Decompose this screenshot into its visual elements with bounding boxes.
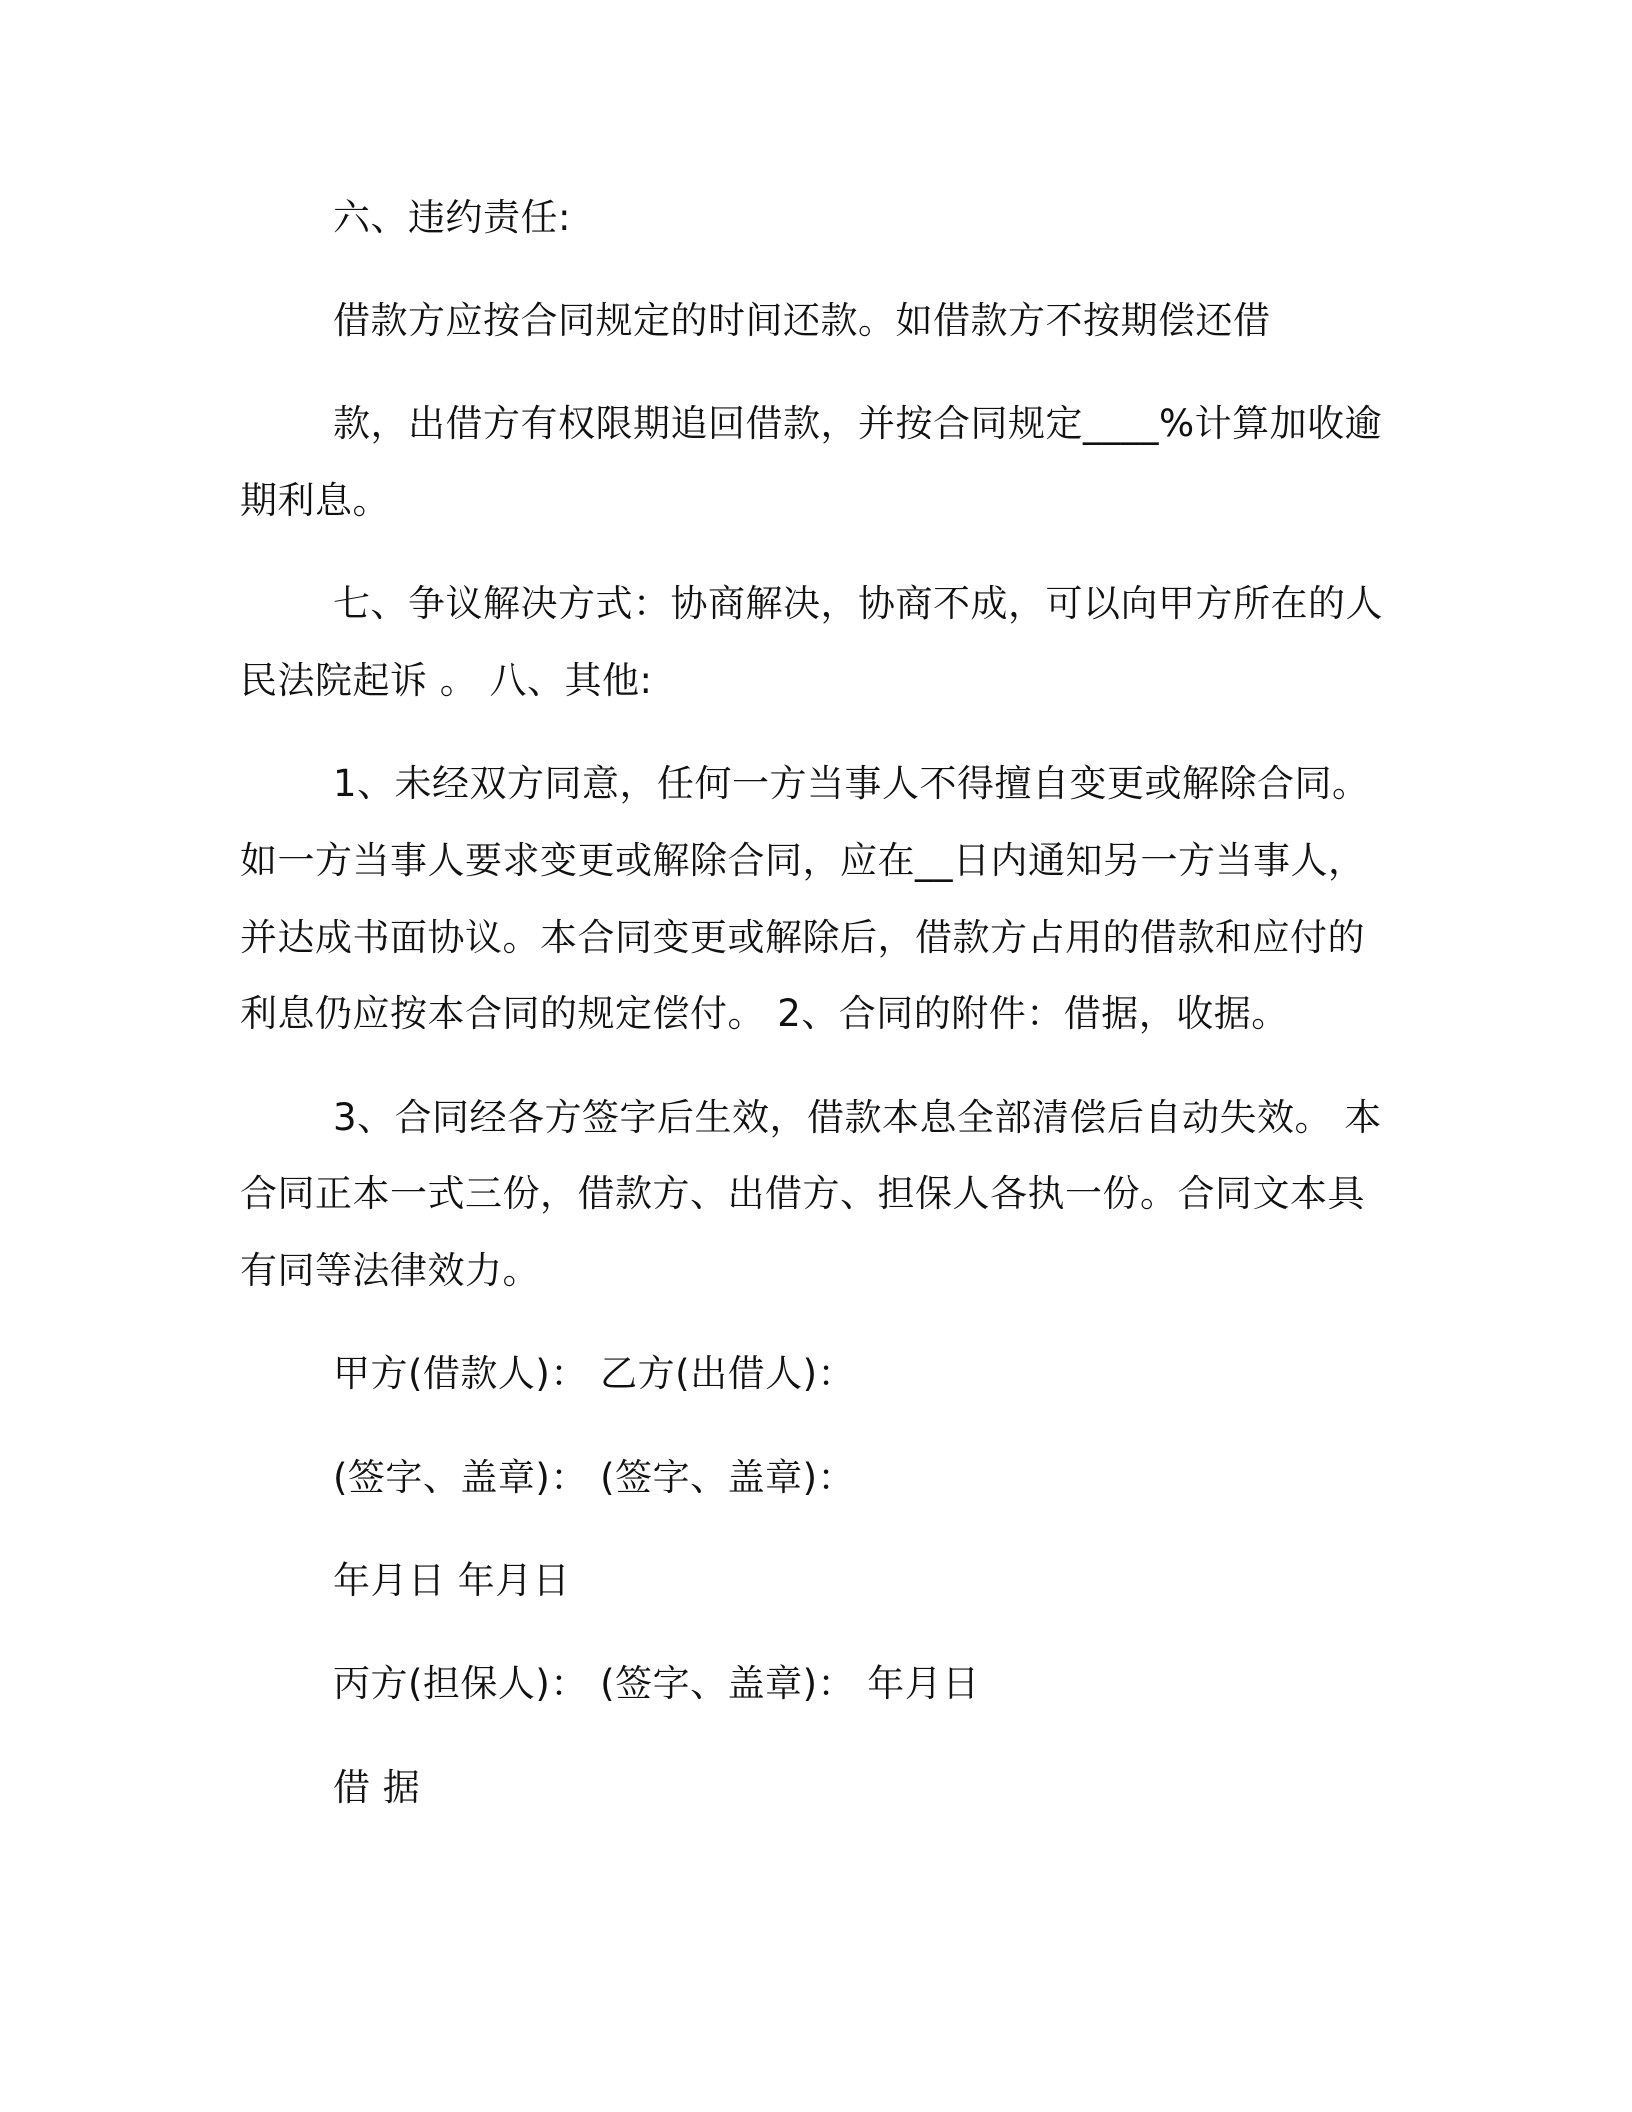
signature-parties-line: 甲方(借款人)： 乙方(出借人)： xyxy=(333,1352,856,1395)
clause-1: 1、未经双方同意，任何一方当事人不得擅自变更或解除合同。 xyxy=(333,762,1370,805)
signature-seal-line: (签字、盖章)： (签字、盖章)： xyxy=(333,1456,856,1499)
guarantor-line: 丙方(担保人)： (签字、盖章)： 年月日 xyxy=(333,1662,980,1705)
section-7-heading: 七、争议解决方式：协商解决，协商不成，可以向甲方所在的人 xyxy=(333,582,1383,625)
iou-heading: 借 据 xyxy=(333,1766,421,1809)
text-line: 并达成书面协议。本合同变更或解除后，借款方占用的借款和应付的 xyxy=(240,916,1365,959)
text-line: 期利息。 xyxy=(240,479,390,522)
text-line: 有同等法律效力。 xyxy=(240,1249,540,1292)
text-line: 款，出借方有权限期追回借款，并按合同规定____%计算加收逾 xyxy=(333,402,1383,445)
text-line: 利息仍应按本合同的规定偿付。 2、合同的附件：借据，收据。 xyxy=(240,992,1289,1035)
text-line: 民法院起诉 。 八、其他: xyxy=(240,659,653,702)
text-line: 如一方当事人要求变更或解除合同，应在__日内通知另一方当事人， xyxy=(240,839,1366,882)
clause-3: 3、合同经各方签字后生效，借款本息全部清偿后自动失效。 本 xyxy=(333,1096,1382,1139)
text-line: 借款方应按合同规定的时间还款。如借款方不按期偿还借 xyxy=(333,299,1271,342)
signature-date-line: 年月日 年月日 xyxy=(333,1559,571,1602)
section-6-heading: 六、违约责任: xyxy=(333,196,571,239)
text-line: 合同正本一式三份，借款方、出借方、担保人各执一份。合同文本具 xyxy=(240,1172,1365,1215)
